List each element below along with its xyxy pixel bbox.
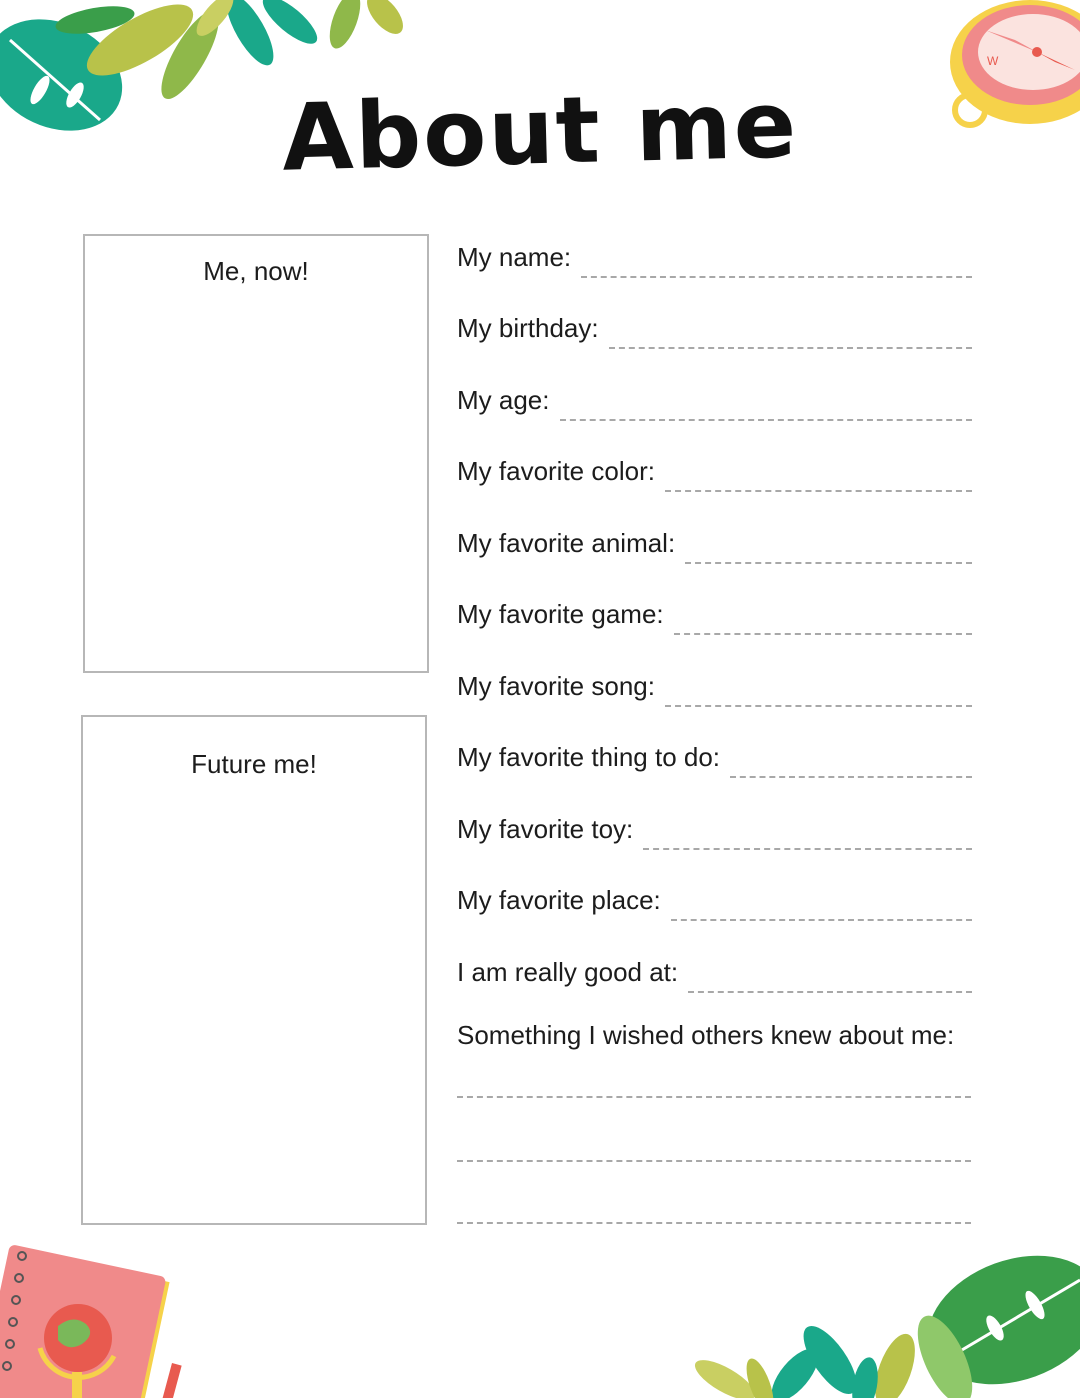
me-now-label: Me, now! (203, 256, 309, 286)
fill-line[interactable] (671, 919, 972, 921)
fill-line[interactable] (665, 705, 972, 707)
field-favorite-place[interactable] (457, 875, 972, 915)
field-favorite-animal[interactable] (457, 518, 972, 558)
answer-line-1[interactable] (457, 1096, 971, 1098)
fill-line[interactable] (560, 419, 973, 421)
fill-line[interactable] (688, 991, 972, 993)
field-label: My favorite place: (457, 885, 661, 915)
tropical-leaves-icon (655, 1250, 1080, 1398)
page-title: About me (280, 71, 800, 192)
fill-line[interactable] (643, 848, 972, 850)
fill-line[interactable] (685, 562, 972, 564)
field-label: My favorite animal: (457, 528, 676, 558)
field-label: My favorite color: (457, 456, 655, 486)
field-favorite-thing-to-do[interactable] (457, 732, 972, 772)
svg-text:W: W (987, 54, 999, 68)
fill-line[interactable] (609, 347, 972, 349)
field-birthday[interactable] (457, 303, 972, 343)
field-label: My birthday: (457, 313, 599, 343)
field-label: My favorite thing to do: (457, 742, 721, 772)
answer-line-3[interactable] (457, 1222, 971, 1224)
field-label: I am really good at: (457, 957, 679, 987)
field-favorite-toy[interactable] (457, 804, 972, 844)
fill-line[interactable] (665, 490, 972, 492)
field-favorite-game[interactable] (457, 589, 972, 629)
future-me-box (81, 715, 427, 1225)
future-me-label: Future me! (191, 749, 317, 779)
field-label: My favorite game: (457, 599, 664, 629)
fill-line[interactable] (730, 776, 972, 778)
field-name[interactable] (457, 232, 972, 272)
field-label: My name: (457, 242, 572, 272)
field-favorite-color[interactable] (457, 446, 972, 486)
me-now-box (83, 234, 429, 673)
wish-prompt: Something I wished others knew about me: (457, 1020, 955, 1050)
field-label: My favorite song: (457, 671, 655, 701)
field-label: My favorite toy: (457, 814, 634, 844)
field-good-at[interactable] (457, 947, 972, 987)
fill-line[interactable] (674, 633, 972, 635)
field-favorite-song[interactable] (457, 661, 972, 701)
field-label: My age: (457, 385, 550, 415)
field-age[interactable] (457, 375, 972, 415)
fill-line[interactable] (581, 276, 972, 278)
answer-line-2[interactable] (457, 1160, 971, 1162)
notebook-globe-icon (0, 1238, 200, 1398)
